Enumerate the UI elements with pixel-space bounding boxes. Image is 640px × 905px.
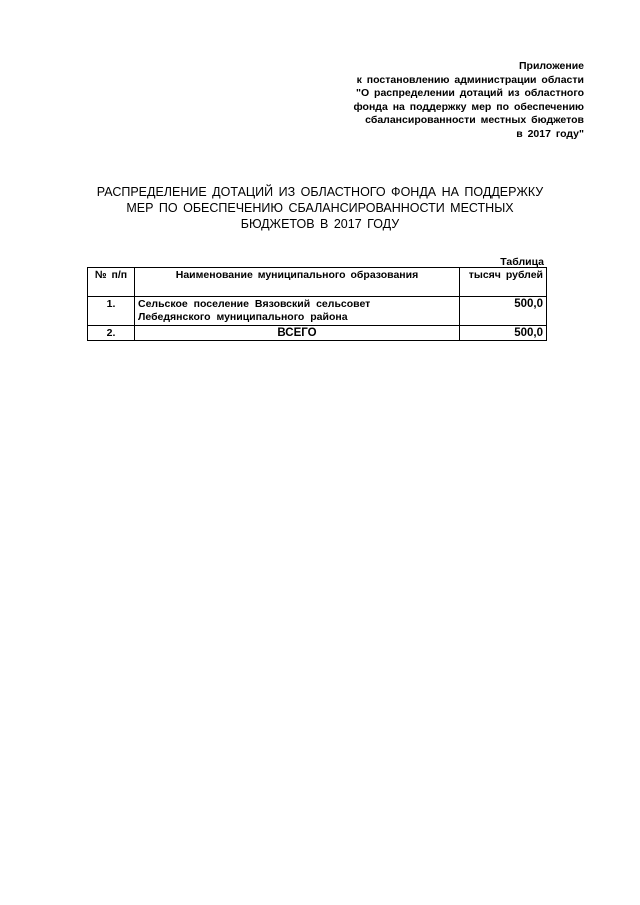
row-name-line: Лебедянского муниципального района: [138, 311, 348, 323]
allocation-table: [87, 267, 547, 341]
appendix-line: фонда на поддержку мер по обеспечению: [353, 100, 584, 113]
table-row-total: [88, 326, 547, 341]
title-line: РАСПРЕДЕЛЕНИЕ ДОТАЦИЙ ИЗ ОБЛАСТНОГО ФОНДА НА ПОДДЕРЖКУ: [96, 185, 544, 199]
appendix-line: "О распределении дотаций из областного: [355, 87, 584, 99]
title-line: МЕР ПО ОБЕСПЕЧЕНИЮ СБАЛАНСИРОВАННОСТИ МЕСТНЫХ: [126, 201, 514, 215]
appendix-line: в 2017 году": [516, 127, 584, 140]
appendix-block: [284, 60, 584, 141]
row-amount: 500,0: [460, 297, 547, 326]
appendix-line: к постановлению администрации области: [356, 73, 584, 86]
row-number: 2.: [88, 326, 135, 341]
row-amount: 500,0: [460, 326, 547, 341]
row-name-line: Сельское поселение Вязовский сельсовет: [138, 298, 371, 310]
table-row: [88, 297, 547, 326]
table-header-row: [88, 268, 547, 297]
title-line: БЮДЖЕТОВ В 2017 ГОДУ: [240, 217, 400, 231]
document-title: [60, 184, 580, 232]
header-name: Наименование муниципального образования: [135, 268, 460, 297]
header-amount: тысяч рублей: [460, 268, 547, 297]
header-number: № п/п: [88, 268, 135, 297]
appendix-line: сбалансированности местных бюджетов: [365, 114, 584, 126]
row-total-label: ВСЕГО: [135, 326, 460, 341]
appendix-line: Приложение: [518, 60, 584, 72]
table-caption: Таблица: [500, 256, 544, 268]
row-name: [135, 297, 460, 326]
row-number: 1.: [88, 297, 135, 326]
